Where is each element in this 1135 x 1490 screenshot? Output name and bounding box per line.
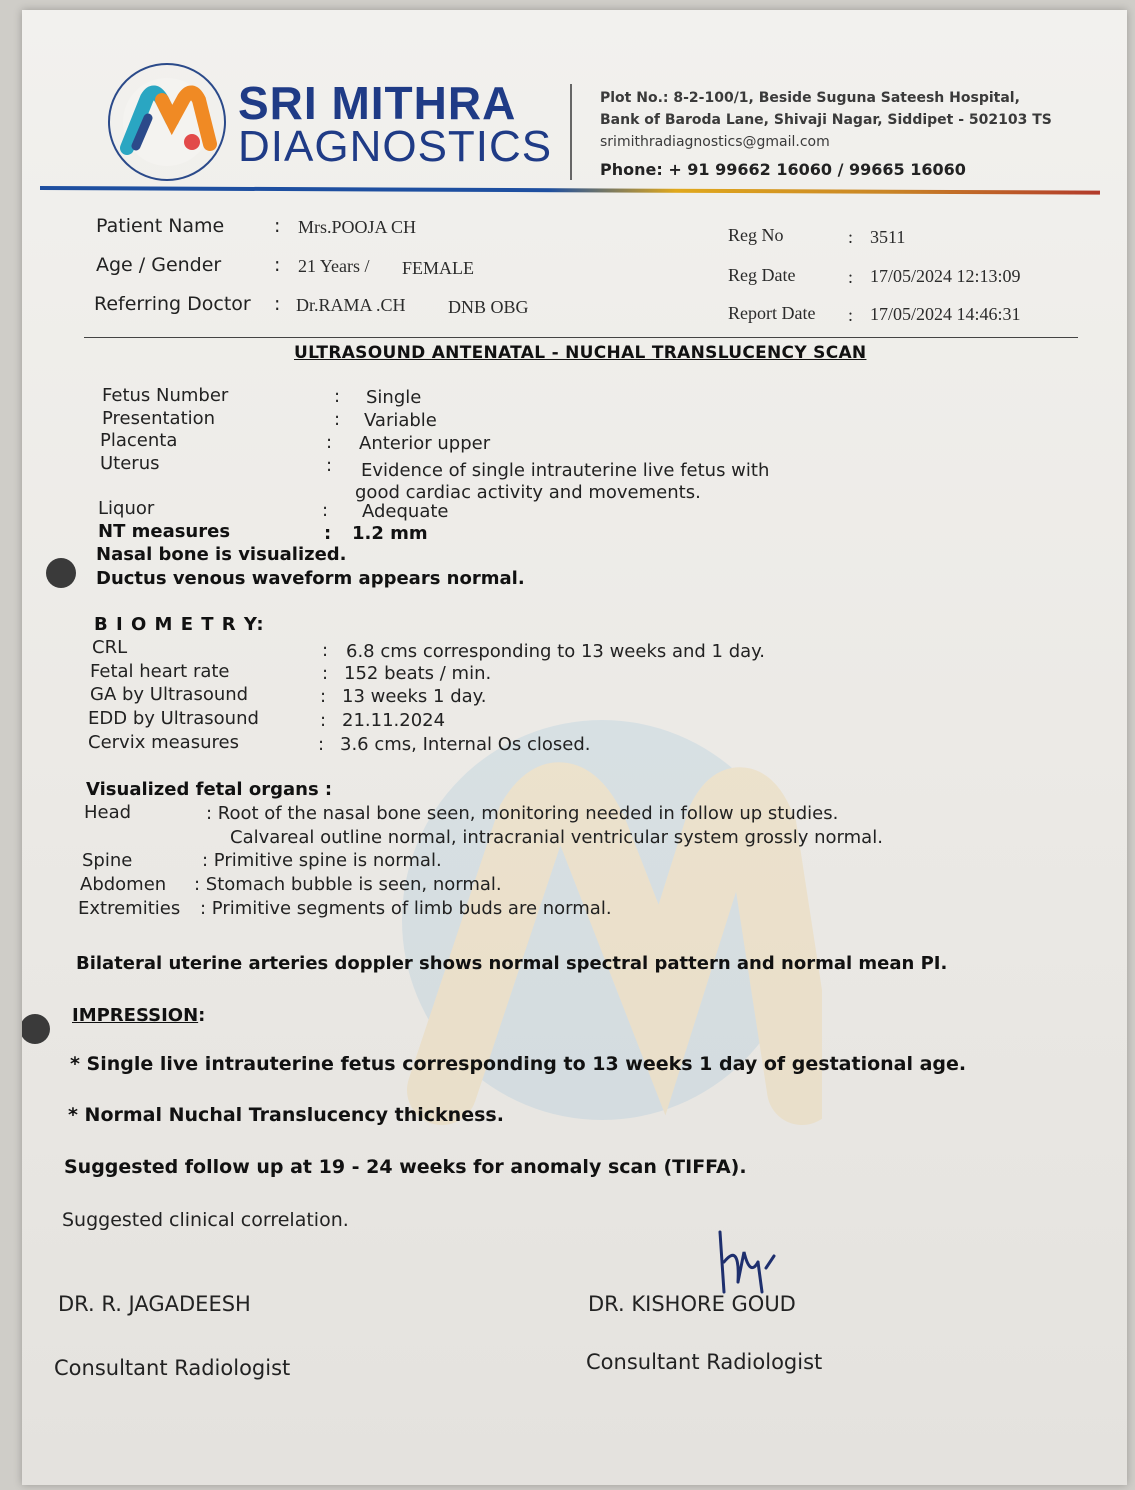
extremities-label: Extremities: [78, 898, 181, 919]
reg-no: 3511: [870, 227, 906, 247]
colon: :: [274, 215, 281, 237]
follow-up-note: Suggested follow up at 19 - 24 weeks for anomaly scan (TIFFA).: [64, 1156, 747, 1178]
fetal-heart-rate-label: Fetal heart rate: [90, 661, 230, 682]
colon: :: [848, 267, 854, 287]
ga-label: GA by Ultrasound: [90, 684, 249, 705]
colon: :: [848, 227, 854, 247]
cervix-label: Cervix measures: [88, 732, 239, 753]
abdomen-value: : Stomach bubble is seen, normal.: [194, 874, 502, 895]
colon: :: [318, 734, 325, 755]
report-title: ULTRASOUND ANTENATAL - NUCHAL TRANSLUCENCY SCAN: [294, 343, 867, 363]
abdomen-label: Abdomen: [80, 874, 167, 895]
doctor-2-title: Consultant Radiologist: [586, 1350, 823, 1374]
reg-no-label: Reg No: [728, 225, 784, 245]
colon: :: [848, 305, 854, 325]
colon: :: [322, 663, 329, 684]
logo-ring-text: [110, 180, 135, 181]
edd-value: 21.11.2024: [342, 710, 446, 731]
presentation-label: Presentation: [102, 408, 216, 429]
brand-logo-icon: [102, 58, 232, 186]
uterus-line-2: good cardiac activity and movements.: [355, 482, 701, 503]
doctor-2-name: DR. KISHORE GOUD: [588, 1292, 796, 1316]
gender-value: FEMALE: [402, 258, 474, 278]
liquor-label: Liquor: [98, 498, 155, 519]
doctor-qualification: DNB OBG: [448, 297, 529, 317]
patient-info-rule: [84, 337, 1078, 338]
report-date: 17/05/2024 14:46:31: [870, 304, 1021, 324]
colon: :: [334, 409, 341, 430]
brand-name: SRI MITHRA: [238, 77, 517, 129]
referring-doctor-label: Referring Doctor: [94, 293, 251, 315]
nt-measures: 1.2 mm: [352, 523, 428, 544]
age-value: 21 Years /: [298, 256, 370, 276]
impression-point-1: * Single live intrauterine fetus corresponding to 13 weeks 1 day of gestational age.: [70, 1053, 967, 1075]
spine-label: Spine: [82, 850, 133, 871]
colon: :: [322, 640, 329, 661]
email: srimithradiagnostics@gmail.com: [600, 134, 830, 150]
colon: :: [334, 386, 341, 407]
liquor: Adequate: [362, 501, 449, 522]
patient-name-label: Patient Name: [96, 215, 225, 237]
referring-doctor: Dr.RAMA .CH: [296, 295, 406, 315]
fetus-number-label: Fetus Number: [102, 385, 229, 406]
reg-date: 17/05/2024 12:13:09: [870, 266, 1021, 286]
phone: Phone: + 91 99662 16060 / 99665 16060: [600, 160, 966, 179]
colon: :: [322, 500, 329, 521]
impression-point-2: * Normal Nuchal Translucency thickness.: [68, 1104, 504, 1126]
report-sheet: [22, 10, 1127, 1485]
punch-hole: [46, 558, 76, 588]
colon: :: [320, 686, 327, 707]
nasal-bone-note: Nasal bone is visualized.: [96, 544, 347, 565]
uterus-label: Uterus: [100, 453, 160, 474]
head-line-1: : Root of the nasal bone seen, monitoring needed in follow up studies.: [206, 803, 839, 824]
header-color-rule: [40, 186, 1100, 195]
ga-value: 13 weeks 1 day.: [342, 686, 487, 707]
doctor-1-name: DR. R. JAGADEESH: [58, 1292, 251, 1316]
colon: :: [326, 432, 333, 453]
impression-heading: [72, 1005, 205, 1026]
patient-name: Mrs.POOJA CH: [298, 217, 417, 237]
crl-value: 6.8 cms corresponding to 13 weeks and 1 day.: [346, 641, 765, 662]
nt-measures-label: NT measures: [98, 521, 231, 542]
doctor-1-title: Consultant Radiologist: [54, 1356, 291, 1380]
head-label: Head: [84, 802, 132, 823]
biometry-heading: B I O M E T R Y:: [94, 614, 265, 635]
brand-subtitle: DIAGNOSTICS: [238, 122, 553, 171]
extremities-value: : Primitive segments of limb buds are normal.: [200, 898, 612, 919]
age-gender-label: Age / Gender: [96, 254, 222, 276]
head-line-2: Calvareal outline normal, intracranial ventricular system grossly normal.: [230, 827, 883, 848]
uterus-line-1: Evidence of single intrauterine live fetus with: [361, 460, 770, 481]
punch-hole: [22, 1014, 50, 1044]
colon: :: [274, 254, 281, 276]
fetus-number: Single: [366, 387, 422, 408]
organs-heading: Visualized fetal organs :: [86, 779, 333, 800]
edd-label: EDD by Ultrasound: [88, 708, 259, 729]
cervix-value: 3.6 cms, Internal Os closed.: [340, 734, 591, 755]
reg-date-label: Reg Date: [728, 265, 796, 285]
address-line-1: Plot No.: 8-2-100/1, Beside Suguna Sateesh Hospital,: [600, 90, 1020, 106]
spine-value: : Primitive spine is normal.: [202, 850, 442, 871]
doppler-note: Bilateral uterine arteries doppler shows normal spectral pattern and normal mean PI.: [76, 953, 948, 974]
presentation: Variable: [364, 410, 437, 431]
report-date-label: Report Date: [728, 303, 816, 323]
placenta: Anterior upper: [359, 433, 491, 454]
address-line-2: Bank of Baroda Lane, Shivaji Nagar, Siddipet - 502103 TS: [600, 112, 1052, 128]
crl-label: CRL: [92, 637, 128, 658]
header-divider: [570, 84, 572, 180]
fetal-heart-rate: 152 beats / min.: [344, 663, 492, 684]
clinical-correlation: Suggested clinical correlation.: [62, 1209, 349, 1231]
colon: :: [326, 455, 333, 476]
placenta-label: Placenta: [100, 430, 178, 451]
colon: :: [274, 293, 281, 315]
colon: :: [320, 710, 327, 731]
impression-heading-text: IMPRESSION: [72, 1005, 199, 1026]
ductus-note: Ductus venous waveform appears normal.: [96, 568, 525, 589]
colon: :: [324, 523, 332, 544]
impression-colon: :: [198, 1005, 206, 1026]
